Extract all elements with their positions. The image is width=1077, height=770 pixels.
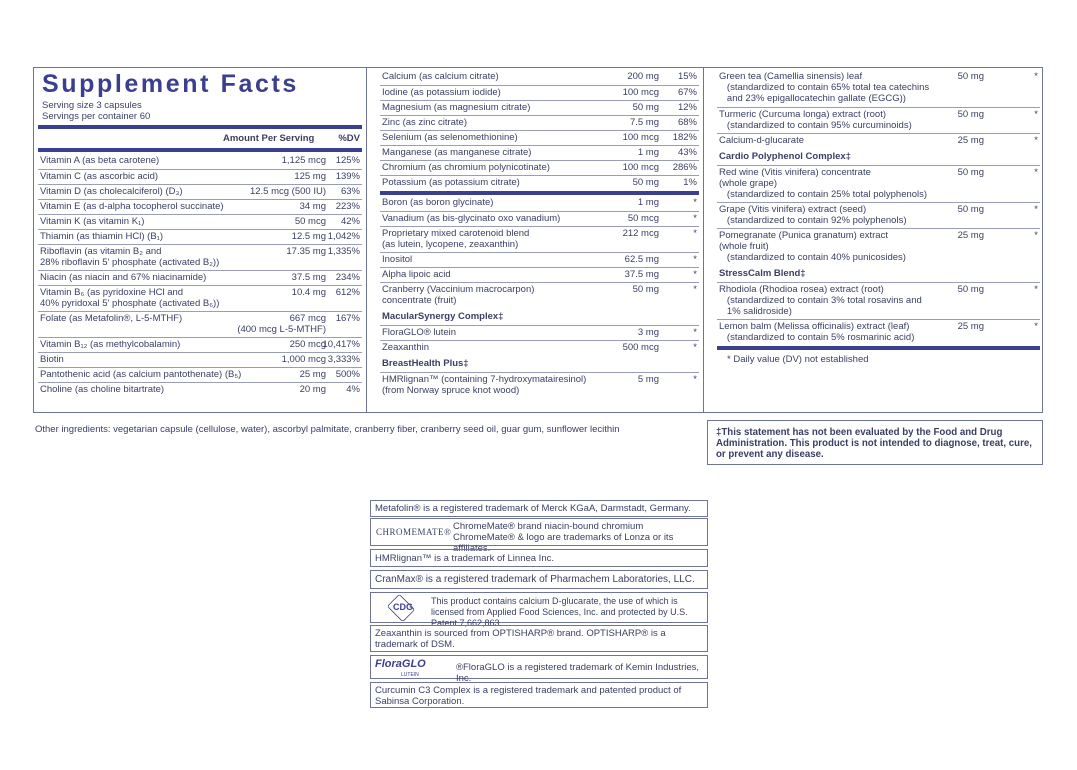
- nutrient-amount: 12.5 mg: [291, 231, 326, 242]
- nutrient-name-line: Manganese (as manganese citrate): [382, 147, 532, 158]
- nutrient-name-line: Inositol: [382, 254, 413, 265]
- nutrient-name: [382, 87, 501, 98]
- nutrient-row: [380, 70, 699, 85]
- nutrient-name-line: Vitamin C (as ascorbic acid): [40, 171, 159, 182]
- nutrient-name-line: (standardized to contain 3% total rosavins and: [719, 295, 922, 306]
- nutrient-name-line: 40% pyridoxal 5' phosphate (activated B₆)): [40, 298, 220, 309]
- nutrient-amount: 12.5 mcg (500 IU): [249, 186, 326, 197]
- nutrient-name: [40, 313, 182, 324]
- nutrient-amount: 1,000 mcg: [281, 354, 326, 365]
- nutrient-dv: *: [1034, 204, 1038, 215]
- nutrient-dv: *: [693, 374, 697, 385]
- nutrient-name-line: Cranberry (Vaccinium macrocarpon): [382, 284, 535, 295]
- nutrient-dv: 67%: [677, 87, 697, 98]
- nutrient-amount: 100 mcg: [622, 162, 659, 173]
- nutrient-row: [380, 325, 699, 340]
- nutrient-name: [40, 216, 144, 227]
- nutrient-row: [717, 228, 1040, 265]
- nutrient-dv: 612%: [335, 287, 360, 298]
- nutrient-dv: *: [693, 228, 697, 239]
- nutrient-amount: 50 mg: [632, 284, 659, 295]
- nutrient-name-line: Biotin: [40, 354, 64, 365]
- trademark-zeaxanthin: Zeaxanthin is sourced from OPTISHARP® brand. OPTISHARP® is a trademark of DSM.: [370, 625, 708, 652]
- nutrient-amount: 125 mg: [294, 171, 326, 182]
- nutrient-amount: 250 mcg: [289, 339, 326, 350]
- nutrient-dv: 1,042%: [327, 231, 360, 242]
- breast-health-title: BreastHealth Plus‡: [382, 358, 469, 369]
- nutrient-name: [382, 147, 531, 158]
- nutrient-name-line: (standardized to contain 40% punicosides): [719, 252, 906, 263]
- nutrient-row: [380, 340, 699, 355]
- nutrient-name: [40, 339, 180, 350]
- nutrient-name-line: Rhodiola (Rhodioa rosea) extract (root): [719, 284, 884, 295]
- nutrient-dv: *: [693, 269, 697, 280]
- nutrient-amount: 34 mg: [299, 201, 326, 212]
- nutrient-row: [38, 184, 362, 199]
- nutrient-dv: 15%: [677, 71, 697, 82]
- nutrient-dv: *: [693, 197, 697, 208]
- nutrient-name-line: (from Norway spruce knot wood): [382, 385, 520, 396]
- trademark-cranmax: CranMax® is a registered trademark of Pharmachem Laboratories, LLC.: [370, 570, 708, 589]
- nutrient-name-line: Alpha lipoic acid: [382, 269, 451, 280]
- nutrient-dv: 1,335%: [327, 246, 360, 257]
- nutrient-name-line: Calcium-d-glucarate: [719, 135, 805, 146]
- nutrient-name: [719, 230, 906, 263]
- nutrient-name: [382, 284, 534, 306]
- nutrient-name-line: Riboflavin (as vitamin B₂ and: [40, 246, 162, 257]
- nutrient-amount: 25 mg: [957, 135, 984, 146]
- facts-column-3: [713, 68, 1044, 412]
- nutrient-name-line: Pantothenic acid (as calcium pantothenate) (B₅): [40, 369, 242, 380]
- trademark-cdg: [370, 592, 708, 628]
- nutrient-name-line: Grape (Vitis vinifera) extract (seed): [719, 204, 867, 215]
- nutrient-name: [382, 117, 467, 128]
- nutrient-row: [380, 160, 699, 175]
- nutrient-name-line: Green tea (Camellia sinensis) leaf: [719, 71, 863, 82]
- nutrient-name: [719, 321, 914, 343]
- floraglo-logo: FloraGLO: [375, 658, 426, 670]
- nutrient-dv: 500%: [335, 369, 360, 380]
- nutrient-name-line: Zinc (as zinc citrate): [382, 117, 467, 128]
- nutrient-dv: 182%: [672, 132, 697, 143]
- nutrient-name: [382, 71, 499, 82]
- nutrient-name-line: Proprietary mixed carotenoid blend: [382, 228, 530, 239]
- nutrient-name-line: Thiamin (as thiamin HCl) (B₁): [40, 231, 164, 242]
- chromemate-logo: CHROMEMATE®: [376, 527, 452, 537]
- divider: [380, 191, 699, 195]
- nutrient-row: [717, 70, 1040, 107]
- nutrient-dv: *: [1034, 167, 1038, 178]
- nutrient-row: [38, 270, 362, 285]
- nutrient-dv: 10,417%: [322, 339, 360, 350]
- nutrient-dv: 42%: [340, 216, 360, 227]
- nutrient-amount: 25 mg: [299, 369, 326, 380]
- nutrient-name: [719, 135, 804, 146]
- nutrient-row: [717, 107, 1040, 133]
- trademark-chromemate: [370, 518, 708, 554]
- nutrient-row: [38, 311, 362, 337]
- nutrient-dv: *: [1034, 109, 1038, 120]
- nutrient-row: [38, 244, 362, 270]
- nutrient-row: [717, 282, 1040, 319]
- nutrient-name: [382, 213, 560, 224]
- nutrient-row: [380, 282, 699, 308]
- nutrient-name-line: (whole fruit): [719, 241, 769, 252]
- nutrient-amount: 25 mg: [957, 230, 984, 241]
- nutrient-amount: 100 mcg: [622, 132, 659, 143]
- nutrient-amount: 50 mg: [632, 177, 659, 188]
- nutrient-row: [380, 130, 699, 145]
- floraglo-text: ®FloraGLO is a registered trademark of Kemin Industries, Inc.: [456, 662, 700, 684]
- nutrient-amount: 200 mg: [627, 71, 659, 82]
- nutrient-row: [38, 169, 362, 184]
- nutrient-name-line: and 23% epigallocatechin gallate (EGCG)): [719, 93, 906, 104]
- nutrient-dv: 63%: [340, 186, 360, 197]
- nutrient-dv: 167%: [335, 313, 360, 324]
- nutrient-name: [719, 71, 929, 104]
- nutrient-name: [382, 342, 429, 353]
- nutrient-row: [38, 229, 362, 244]
- nutrient-name: [40, 369, 241, 380]
- nutrient-name: [40, 384, 164, 395]
- nutrient-name: [382, 228, 529, 250]
- nutrient-row: [38, 199, 362, 214]
- nutrient-amount: 17.35 mg: [286, 246, 326, 257]
- nutrient-dv: 12%: [677, 102, 697, 113]
- nutrient-dv: 139%: [335, 171, 360, 182]
- nutrient-name-line: Vitamin A (as beta carotene): [40, 155, 160, 166]
- nutrient-name-line: Choline (as choline bitartrate): [40, 384, 165, 395]
- nutrient-name-line: Chromium (as chromium polynicotinate): [382, 162, 550, 173]
- nutrient-name-line: Vitamin E (as d-alpha tocopherol succinate): [40, 201, 224, 212]
- nutrient-amount: 37.5 mg: [624, 269, 659, 280]
- nutrient-amount: 1 mg: [637, 197, 659, 208]
- serving-size: Serving size 3 capsules: [42, 100, 142, 111]
- nutrient-dv: *: [693, 213, 697, 224]
- nutrient-row: [717, 202, 1040, 228]
- nutrient-dv: *: [1034, 230, 1038, 241]
- cdg-logo: CDG: [393, 602, 413, 612]
- nutrient-row: [380, 100, 699, 115]
- nutrient-amount-detail: (400 mcg L-5-MTHF): [237, 324, 326, 335]
- nutrient-row: [380, 145, 699, 160]
- nutrient-name: [382, 269, 451, 280]
- cdg-text: This product contains calcium D-glucarate, the use of which is licensed from Applied Food Sciences, Inc. and protected by U.S. Patent 7,662,863.: [431, 596, 688, 628]
- nutrient-amount: 50 mg: [957, 204, 984, 215]
- nutrient-dv: 43%: [677, 147, 697, 158]
- nutrient-row: [380, 115, 699, 130]
- nutrient-name-line: (standardized to contain 25% total polyphenols): [719, 189, 928, 200]
- nutrient-amount: 62.5 mg: [624, 254, 659, 265]
- nutrient-name: [40, 186, 183, 197]
- nutrient-name-line: 28% riboflavin 5' phosphate (activated B₂)): [40, 257, 220, 268]
- nutrient-name-line: Turmeric (Curcuma longa) extract (root): [719, 109, 886, 120]
- nutrient-row: [38, 367, 362, 382]
- nutrient-dv: *: [693, 254, 697, 265]
- nutrient-name: [40, 155, 159, 166]
- nutrient-name-line: Potassium (as potassium citrate): [382, 177, 520, 188]
- header-dv: %DV: [338, 133, 360, 144]
- nutrient-name-line: (as lutein, lycopene, zeaxanthin): [382, 239, 519, 250]
- nutrient-name-line: Magnesium (as magnesium citrate): [382, 102, 531, 113]
- nutrient-name-line: (standardized to contain 65% total tea catechins: [719, 82, 930, 93]
- nutrient-amount: 50 mg: [957, 109, 984, 120]
- floraglo-logo-sub: LUTEIN: [401, 672, 419, 678]
- nutrient-amount: 212 mcg: [622, 228, 659, 239]
- nutrient-name: [382, 197, 493, 208]
- nutrient-name: [40, 231, 163, 242]
- nutrient-name: [40, 201, 224, 212]
- facts-column-2: [376, 68, 704, 412]
- nutrient-name-line: HMRlignan™ (containing 7-hydroxymatairesinol): [382, 374, 587, 385]
- nutrient-name-line: Vitamin B₁₂ (as methylcobalamin): [40, 339, 181, 350]
- nutrient-name-line: (standardized to contain 92% polyphenols): [719, 215, 907, 226]
- nutrient-name-line: Lemon balm (Melissa officinalis) extract (leaf): [719, 321, 910, 332]
- nutrient-name: [382, 254, 412, 265]
- nutrient-amount: 7.5 mg: [629, 117, 659, 128]
- supplement-facts-panel: [33, 67, 1043, 413]
- servings-per-container: Servings per container 60: [42, 111, 151, 122]
- nutrient-row: [38, 352, 362, 367]
- nutrient-name-line: Zeaxanthin: [382, 342, 430, 353]
- trademark-metafolin: Metafolin® is a registered trademark of Merck KGaA, Darmstadt, Germany.: [370, 500, 708, 517]
- nutrient-row: [380, 372, 699, 398]
- nutrient-amount: 25 mg: [957, 321, 984, 332]
- nutrient-name: [719, 284, 922, 317]
- nutrient-dv: *: [1034, 321, 1038, 332]
- nutrient-row: [717, 319, 1040, 345]
- nutrient-row: [380, 252, 699, 267]
- nutrient-dv: 286%: [672, 162, 697, 173]
- nutrient-amount: 3 mg: [637, 327, 659, 338]
- nutrient-name-line: Red wine (Vitis vinifera) concentrate: [719, 167, 871, 178]
- nutrient-name: [382, 132, 518, 143]
- nutrient-amount: 50 mg: [957, 71, 984, 82]
- cardio-polyphenol-title: Cardio Polyphenol Complex‡: [719, 151, 851, 162]
- nutrient-name: [40, 246, 219, 268]
- nutrient-amount: 37.5 mg: [291, 272, 326, 283]
- nutrient-row: [38, 285, 362, 311]
- nutrient-name-line: Calcium (as calcium citrate): [382, 71, 499, 82]
- nutrient-amount: 50 mg: [957, 284, 984, 295]
- nutrient-row: [380, 196, 699, 211]
- stress-calm-title: StressCalm Blend‡: [719, 268, 806, 279]
- nutrient-dv: 3,333%: [327, 354, 360, 365]
- nutrient-dv: 223%: [335, 201, 360, 212]
- nutrient-row: [38, 337, 362, 352]
- nutrient-dv: *: [693, 342, 697, 353]
- nutrient-amount: 50 mg: [957, 167, 984, 178]
- nutrient-row: [380, 211, 699, 226]
- nutrient-name-line: (standardized to contain 95% curcuminoids): [719, 120, 912, 131]
- facts-column-1: [34, 68, 367, 412]
- nutrient-amount: 500 mcg: [622, 342, 659, 353]
- nutrient-name-line: 1% salidroside): [719, 306, 792, 317]
- nutrient-name-line: Selenium (as selenomethionine): [382, 132, 518, 143]
- nutrient-dv: *: [1034, 135, 1038, 146]
- nutrient-row: [380, 85, 699, 100]
- nutrient-name-line: Vitamin K (as vitamin K₁): [40, 216, 145, 227]
- nutrient-name: [40, 354, 64, 365]
- nutrient-amount: 20 mg: [299, 384, 326, 395]
- column-header: [38, 131, 362, 145]
- fda-disclaimer: ‡This statement has not been evaluated by the Food and Drug Administration. This product is not intended to diagnose, treat, cure, or prevent any disease.: [707, 420, 1043, 465]
- nutrient-amount: 50 mg: [632, 102, 659, 113]
- nutrient-name: [382, 327, 456, 338]
- nutrient-row: [380, 175, 699, 190]
- nutrient-name-line: (standardized to contain 5% rosmarinic acid): [719, 332, 915, 343]
- divider: [38, 148, 362, 152]
- nutrient-row: [717, 165, 1040, 202]
- nutrient-dv: 4%: [346, 384, 360, 395]
- nutrient-name: [40, 171, 158, 182]
- nutrient-name-line: Folate (as Metafolin®, L-5-MTHF): [40, 313, 183, 324]
- chromemate-text: ChromeMate® brand niacin-bound chromium ChromeMate® & logo are trademarks of Lonza or its affiliates.: [453, 521, 674, 554]
- nutrient-dv: *: [1034, 284, 1038, 295]
- nutrient-dv: 125%: [335, 155, 360, 166]
- trademark-floraglo: [370, 655, 708, 684]
- other-ingredients: Other ingredients: vegetarian capsule (cellulose, water), ascorbyl palmitate, cranberry fiber, cranberry seed oil, guar gum, sunflower lecithin: [35, 424, 620, 435]
- nutrient-name-line: Niacin (as niacin and 67% niacinamide): [40, 272, 207, 283]
- nutrient-name-line: (whole grape): [719, 178, 778, 189]
- divider: [38, 125, 362, 129]
- nutrient-row: [380, 267, 699, 282]
- nutrient-name: [382, 162, 550, 173]
- trademark-hmrlignan: HMRlignan™ is a trademark of Linnea Inc.: [370, 549, 708, 567]
- nutrient-name-line: Vitamin D (as cholecalciferol) (D₃): [40, 186, 183, 197]
- nutrient-name-line: Vanadium (as bis-glycinato oxo vanadium): [382, 213, 561, 224]
- macular-synergy-title: MacularSynergy Complex‡: [382, 311, 504, 322]
- nutrient-amount: 50 mcg: [627, 213, 659, 224]
- nutrient-name-line: Iodine (as potassium iodide): [382, 87, 501, 98]
- nutrient-name: [719, 167, 927, 200]
- nutrient-name-line: Vitamin B₆ (as pyridoxine HCl and: [40, 287, 184, 298]
- nutrient-dv: *: [693, 284, 697, 295]
- nutrient-name-line: Pomegranate (Punica granatum) extract: [719, 230, 888, 241]
- nutrient-name-line: Boron (as boron glycinate): [382, 197, 494, 208]
- nutrient-name-line: concentrate (fruit): [382, 295, 457, 306]
- nutrient-dv: *: [693, 327, 697, 338]
- nutrient-name-line: FloraGLO® lutein: [382, 327, 457, 338]
- nutrient-name: [40, 287, 219, 309]
- dv-footnote: * Daily value (DV) not established: [727, 354, 869, 365]
- nutrient-amount: 100 mcg: [622, 87, 659, 98]
- nutrient-dv: *: [1034, 71, 1038, 82]
- nutrient-row: [38, 382, 362, 397]
- nutrient-name: [382, 177, 520, 188]
- trademark-curcumin: Curcumin C3 Complex is a registered trademark and patented product of Sabinsa Corporation.: [370, 682, 708, 708]
- nutrient-name: [719, 109, 912, 131]
- nutrient-name: [382, 374, 586, 396]
- nutrient-dv: 234%: [335, 272, 360, 283]
- nutrient-amount: 10.4 mg: [291, 287, 326, 298]
- nutrient-amount: 5 mg: [637, 374, 659, 385]
- nutrient-row: [38, 214, 362, 229]
- nutrient-name: [382, 102, 530, 113]
- nutrient-amount: 1 mg: [637, 147, 659, 158]
- nutrient-dv: 68%: [677, 117, 697, 128]
- nutrient-row: [38, 154, 362, 169]
- nutrient-amount: 667 mcg: [289, 313, 326, 324]
- header-amount: Amount Per Serving: [223, 133, 315, 144]
- divider: [717, 346, 1040, 350]
- nutrient-row: [380, 226, 699, 252]
- nutrient-name: [719, 204, 906, 226]
- nutrient-amount: 50 mcg: [294, 216, 326, 227]
- nutrient-name: [40, 272, 206, 283]
- nutrient-dv: 1%: [683, 177, 697, 188]
- facts-title: Supplement Facts: [42, 70, 299, 98]
- nutrient-row: [717, 133, 1040, 148]
- nutrient-amount: 1,125 mcg: [281, 155, 326, 166]
